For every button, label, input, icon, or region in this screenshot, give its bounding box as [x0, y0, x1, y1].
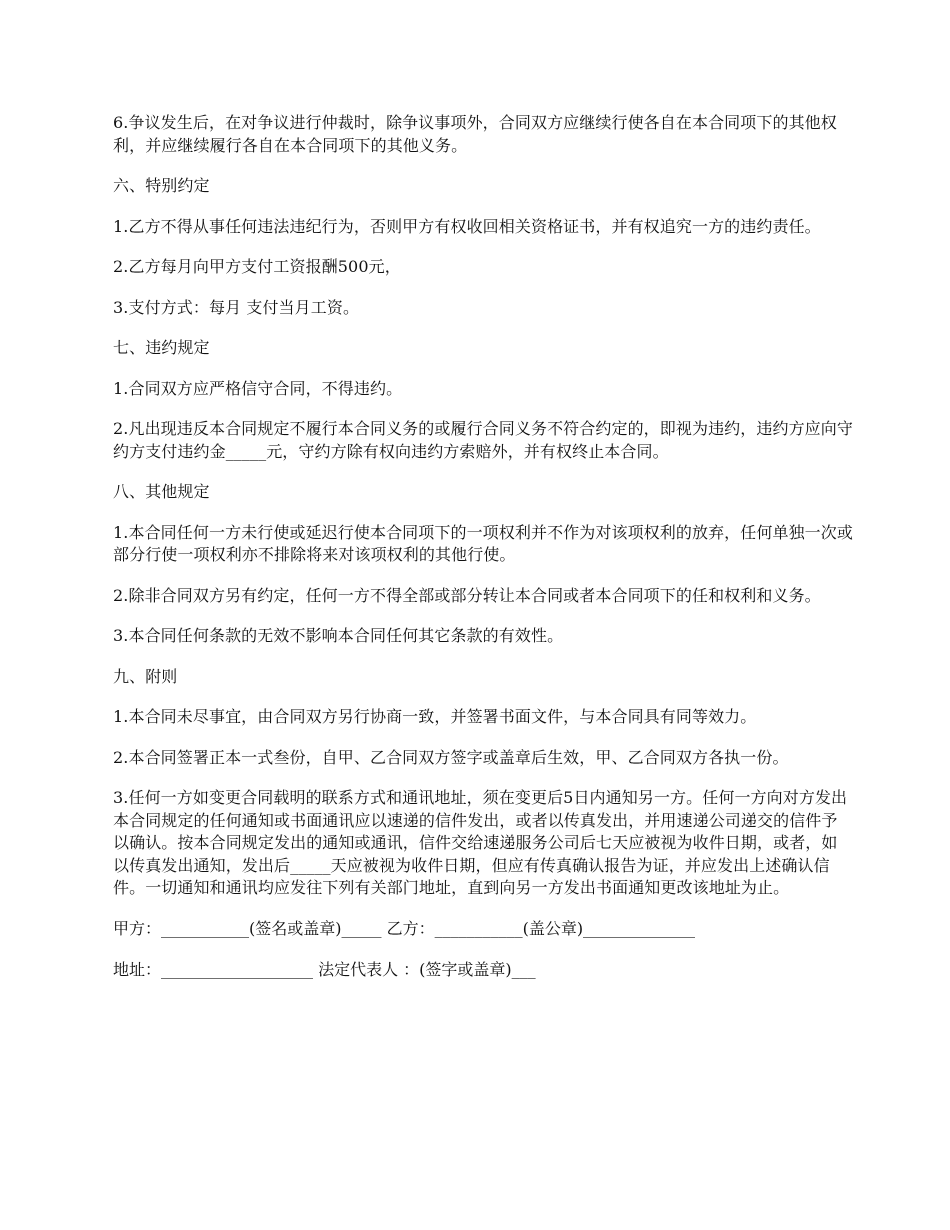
- special-clause-3: 3.支付方式：每月 支付当月工资。: [113, 297, 360, 317]
- section-heading-breach: 七、违约规定: [113, 338, 210, 357]
- other-clause-2: 2.除非合同双方另有约定，任何一方不得全部或部分转让本合同或者本合同项下的任和权利和义务。: [113, 585, 821, 605]
- supplementary-clause-1: 1.本合同未尽事宜，由合同双方另行协商一致，并签署书面文件，与本合同具有同等效力。: [113, 707, 757, 726]
- special-clause-2: 2.乙方每月向甲方支付工资报酬500元，: [113, 257, 401, 276]
- section-heading-special-terms: 六、特别约定: [113, 176, 210, 195]
- signature-party-line: 甲方：___________(签名或盖章)_____ 乙方：___________(盖公章)______________: [113, 918, 696, 938]
- supplementary-clause-2: 2.本合同签署正本一式叁份，自甲、乙合同双方签字或盖章后生效，甲、乙合同双方各执一份。: [113, 747, 789, 767]
- section-heading-other: 八、其他规定: [113, 482, 210, 501]
- section-heading-supplementary: 九、附则: [113, 666, 178, 686]
- clause-6-dispute: 6.争议发生后，在对争议进行仲裁时，除争议事项外，合同双方应继续行使各自在本合同项下的其他权利，并应继续履行各自在本合同项下的其他义务。: [113, 113, 837, 155]
- signature-address-line: 地址：___________________ 法定代表人 ：(签字或盖章)___: [113, 960, 536, 979]
- breach-clause-1: 1.合同双方应严格信守合同，不得违约。: [113, 378, 403, 398]
- other-clause-1: 1.本合同任何一方未行使或延迟行使本合同项下的一项权利并不作为对该项权利的放弃，任何单独一次或部分行使一项权利亦不排除将来对该项权利的其他行使。: [113, 522, 853, 564]
- other-clause-3: 3.本合同任何条款的无效不影响本合同任何其它条款的有效性。: [113, 626, 564, 645]
- document-page: [113, 112, 853, 1001]
- breach-clause-2: 2.凡出现违反本合同规定不履行本合同义务的或履行合同义务不符合约定的，即视为违约，违约方应向守约方支付违约金_____元，守约方除有权向违约方索赔外，并有权终止本合同。: [113, 419, 853, 461]
- supplementary-clause-3: 3.任何一方如变更合同载明的联系方式和通讯地址，须在变更后5日内通知另一方。任何一方向对方发出本合同规定的任何通知或书面通讯应以速递的信件发出，或者以传真发出，并用速递公司递交的信件予以确认。按本合同规定发出的通知或通讯，信件交给速递服务公司后七天应被视为收件日期，或者，如以传真发出通知，发出后_____天应被视为收件日期，但应有传真确认报告为证，并应发出上述确认信件。一切通知和通讯均应发往下列有关部门地址，直到向另一方发出书面通知更改该地址为止。: [113, 788, 848, 897]
- special-clause-1: 1.乙方不得从事任何违法违纪行为，否则甲方有权收回相关资格证书，并有权追究一方的违约责任。: [113, 216, 821, 236]
